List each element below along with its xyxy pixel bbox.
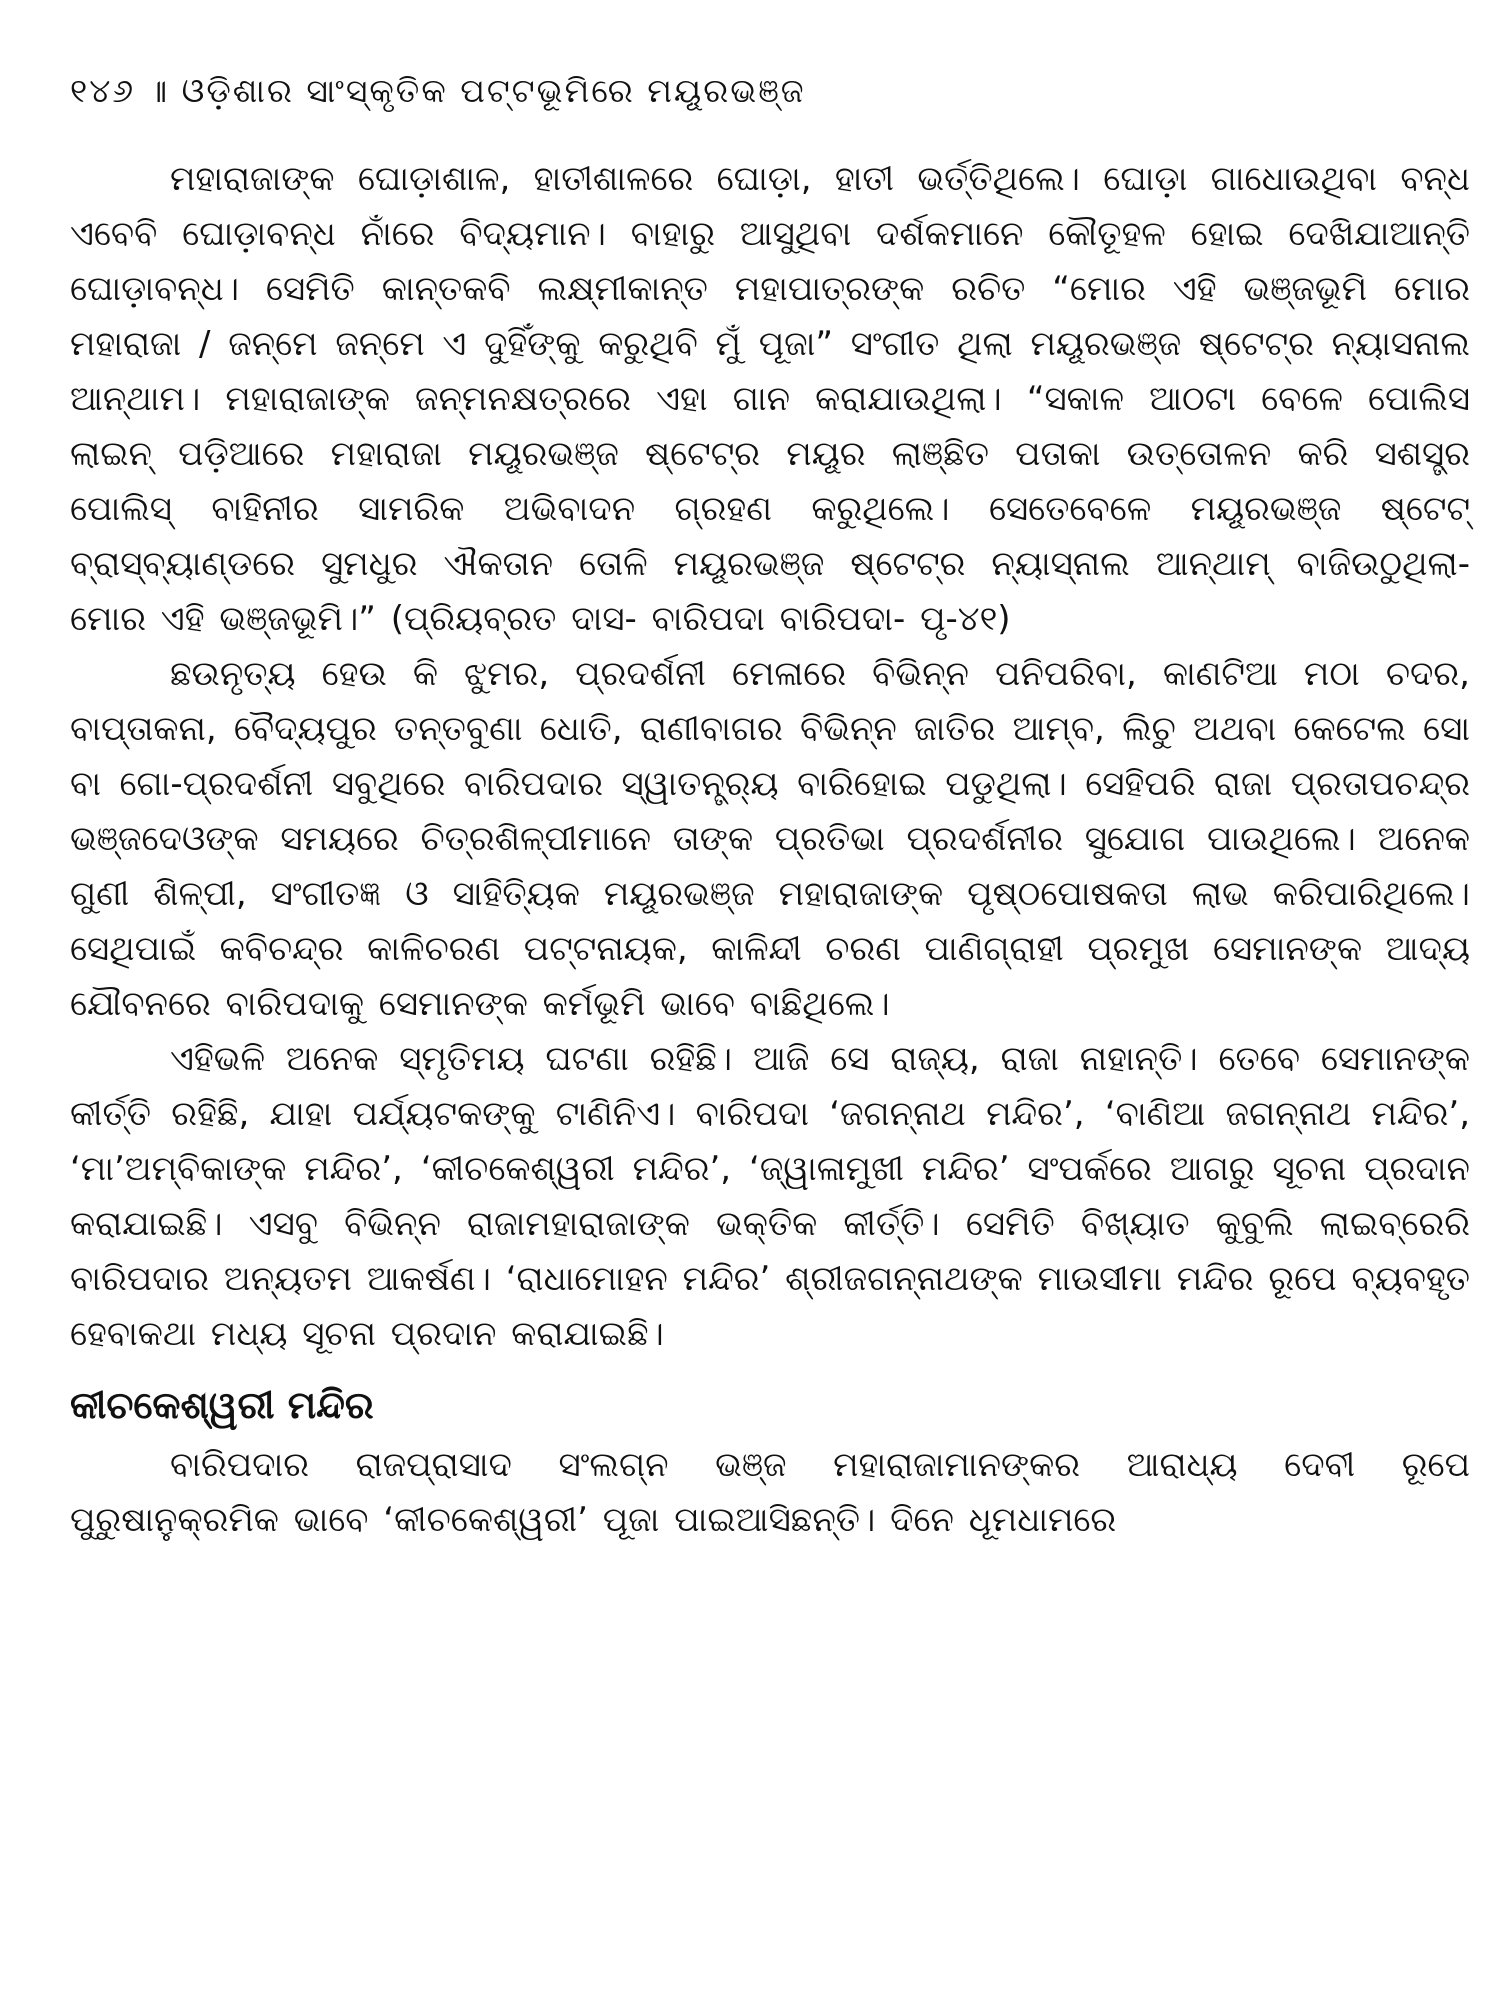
book-title: ଓଡ଼ିଶାର ସାଂସ୍କୃତିକ ପଟ୍ଟଭୂମିରେ ମୟୂରଭଞ୍ଜ xyxy=(181,71,806,110)
paragraph-maharaja-stables: ମହାରାଜାଙ୍କ ଘୋଡ଼ାଶାଳ, ହାତୀଶାଳରେ ଘୋଡ଼ା, ହାତୀ ଭର୍ତ୍ତିଥିଲେ। ଘୋଡ଼ା ଗାଧୋଉଥିବା ବନ୍ଧ ଏବେବି ଘୋଡ଼ାବନ୍ଧ ନାଁରେ ବିଦ୍ୟମାନ। ବାହାରୁ ଆସୁଥିବା ଦର୍ଶକମାନେ କୌତୂହଳ ହୋଇ ଦେଖିଯାଆନ୍ତି ଘୋଡ଼ାବନ୍ଧ। ସେମିତି କାନ୍ତକବି ଲକ୍ଷ୍ମୀକାନ୍ତ ମହାପାତ୍ରଙ୍କ ରଚିତ “ମୋର ଏହି ଭଞ୍ଜଭୂମି ମୋର ମହାରାଜା / ଜନ୍ମେ ଜନ୍ମେ ଏ ଦୁହିଁଙ୍କୁ କରୁଥିବି ମୁଁ ପୂଜା” ସଂଗୀତ ଥିଲା ମୟୂରଭଞ୍ଜ ଷ୍ଟେଟ୍‌ର ନ୍ୟାସନାଲ ଆନ୍‌ଥାମ। ମହାରାଜାଙ୍କ ଜନ୍ମନକ୍ଷତ୍ରରେ ଏହା ଗାନ କରାଯାଉଥିଲା। “ସକାଳ ଆଠଟା ବେଳେ ପୋଲିସ ଲାଇନ୍ ପଡ଼ିଆରେ ମହାରାଜା ମୟୂରଭଞ୍ଜ ଷ୍ଟେଟ୍‌ର ମୟୂର ଲାଞ୍ଛିତ ପତାକା ଉତ୍ତୋଳନ କରି ସଶସ୍ତ୍ର ପୋଲିସ୍ ବାହିନୀର ସାମରିକ ଅଭିବାଦନ ଗ୍ରହଣ କରୁଥିଲେ। ସେତେବେଳେ ମୟୂରଭଞ୍ଜ ଷ୍ଟେଟ୍ ବ୍ରାସ୍‌ବ୍ୟାଣ୍ଡରେ ସୁମଧୁର ଐକତାନ ତୋଳି ମୟୂରଭଞ୍ଜ ଷ୍ଟେଟ୍‌ର ନ୍ୟାସ୍‌ନାଲ ଆନ୍‌ଥାମ୍ ବାଜିଉଠୁଥିଲା- ମୋର ଏହି ଭଞ୍ଜଭୂମି।” (ପ୍ରିୟବ୍ରତ ଦାସ- ବାରିପଦା ବାରିପଦା- ପୃ-୪୧) xyxy=(70,159,1470,639)
paragraph-exhibitions: ଛଉନୃତ୍ୟ ହେଉ କି ଝୁମର, ପ୍ରଦର୍ଶନୀ ମେଳାରେ ବିଭିନ୍ନ ପନିପରିବା, କାଣଟିଆ ମଠା ଚଦର, ବାପ୍ତାକନା, ବୈଦ୍ୟପୁର ତନ୍ତବୁଣା ଧୋତି, ରାଣୀବାଗର ବିଭିନ୍ନ ଜାତିର ଆମ୍ବ, ଲିଚୁ ଅଥବା କେଟେଲ ସୋ ବା ଗୋ-ପ୍ରଦର୍ଶନୀ ସବୁଥିରେ ବାରିପଦାର ସ୍ୱାତନ୍ତ୍ର୍ୟ ବାରିହୋଇ ପଡୁଥିଲା। ସେହିପରି ରାଜା ପ୍ରତାପଚନ୍ଦ୍ର ଭଞ୍ଜଦେଓଙ୍କ ସମୟରେ ଚିତ୍ରଶିଳ୍ପୀମାନେ ତାଙ୍କ ପ୍ରତିଭା ପ୍ରଦର୍ଶନୀର ସୁଯୋଗ ପାଉଥିଲେ। ଅନେକ ଗୁଣୀ ଶିଳ୍ପୀ, ସଂଗୀତଜ୍ଞ ଓ ସାହିତ୍ୟିକ ମୟୂରଭଞ୍ଜ ମହାରାଜାଙ୍କ ପୃଷ୍ଠପୋଷକତା ଲାଭ କରିପାରିଥିଲେ। ସେଥିପାଇଁ କବିଚନ୍ଦ୍ର କାଳିଚରଣ ପଟ୍ଟନାୟକ, କାଳିନ୍ଦୀ ଚରଣ ପାଣିଗ୍ରାହୀ ପ୍ରମୁଖ ସେମାନଙ୍କ ଆଦ୍ୟ ଯୌବନରେ ବାରିପଦାକୁ ସେମାନଙ୍କ କର୍ମଭୂମି ଭାବେ ବାଛିଥିଲେ। xyxy=(70,654,1470,1024)
header-separator: ॥ xyxy=(147,71,170,110)
section-heading: କୀଚକେଶ୍ୱରୀ ମନ୍ଦିର xyxy=(70,1383,374,1427)
running-header xyxy=(70,70,1470,112)
page-number: ୧୪୬ xyxy=(70,71,136,110)
paragraph-memories: ଏହିଭଳି ଅନେକ ସ୍ମୃତିମୟ ଘଟଣା ରହିଛି। ଆଜି ସେ ରାଜ୍ୟ, ରାଜା ନାହାନ୍ତି। ତେବେ ସେମାନଙ୍କ କୀର୍ତ୍ତି ରହିଛି, ଯାହା ପର୍ଯ୍ୟଟକଙ୍କୁ ଟାଣିନିଏ। ବାରିପଦା ‘ଜଗନ୍ନାଥ ମନ୍ଦିର’, ‘ବାଣିଆ ଜଗନ୍ନାଥ ମନ୍ଦିର’, ‘ମା’ଅମ୍ବିକାଙ୍କ ମନ୍ଦିର’, ‘କୀଚକେଶ୍ୱରୀ ମନ୍ଦିର’, ‘ଜ୍ୱାଳାମୁଖୀ ମନ୍ଦିର’ ସଂପର୍କରେ ଆଗରୁ ସୂଚନା ପ୍ରଦାନ କରାଯାଇଛି। ଏସବୁ ବିଭିନ୍ନ ରାଜାମହାରାଜାଙ୍କ ଭକ୍ତିକ କୀର୍ତ୍ତି। ସେମିତି ବିଖ୍ୟାତ କୁବୁଲି ଲାଇବ୍ରେରି ବାରିପଦାର ଅନ୍ୟତମ ଆକର୍ଷଣ। ‘ରାଧାମୋହନ ମନ୍ଦିର’ ଶ୍ରୀଜଗନ୍ନାଥଙ୍କ ମାଉସୀମା ମନ୍ଦିର ରୂପେ ବ୍ୟବହୃତ ହେବାକଥା ମଧ୍ୟ ସୂଚନା ପ୍ରଦାନ କରାଯାଇଛି। xyxy=(70,1039,1470,1354)
section-paragraph: ବାରିପଦାର ରାଜପ୍ରାସାଦ ସଂଲଗ୍ନ ଭଞ୍ଜ ମହାରାଜାମାନଙ୍କର ଆରାଧ୍ୟ ଦେବୀ ରୂପେ ପୁରୁଷାନୁକ୍ରମିକ ଭାବେ ‘କୀଚକେଶ୍ୱରୀ’ ପୂଜା ପାଇଆସିଛନ୍ତି। ଦିନେ ଧୂମଧାମରେ xyxy=(70,1445,1470,1540)
